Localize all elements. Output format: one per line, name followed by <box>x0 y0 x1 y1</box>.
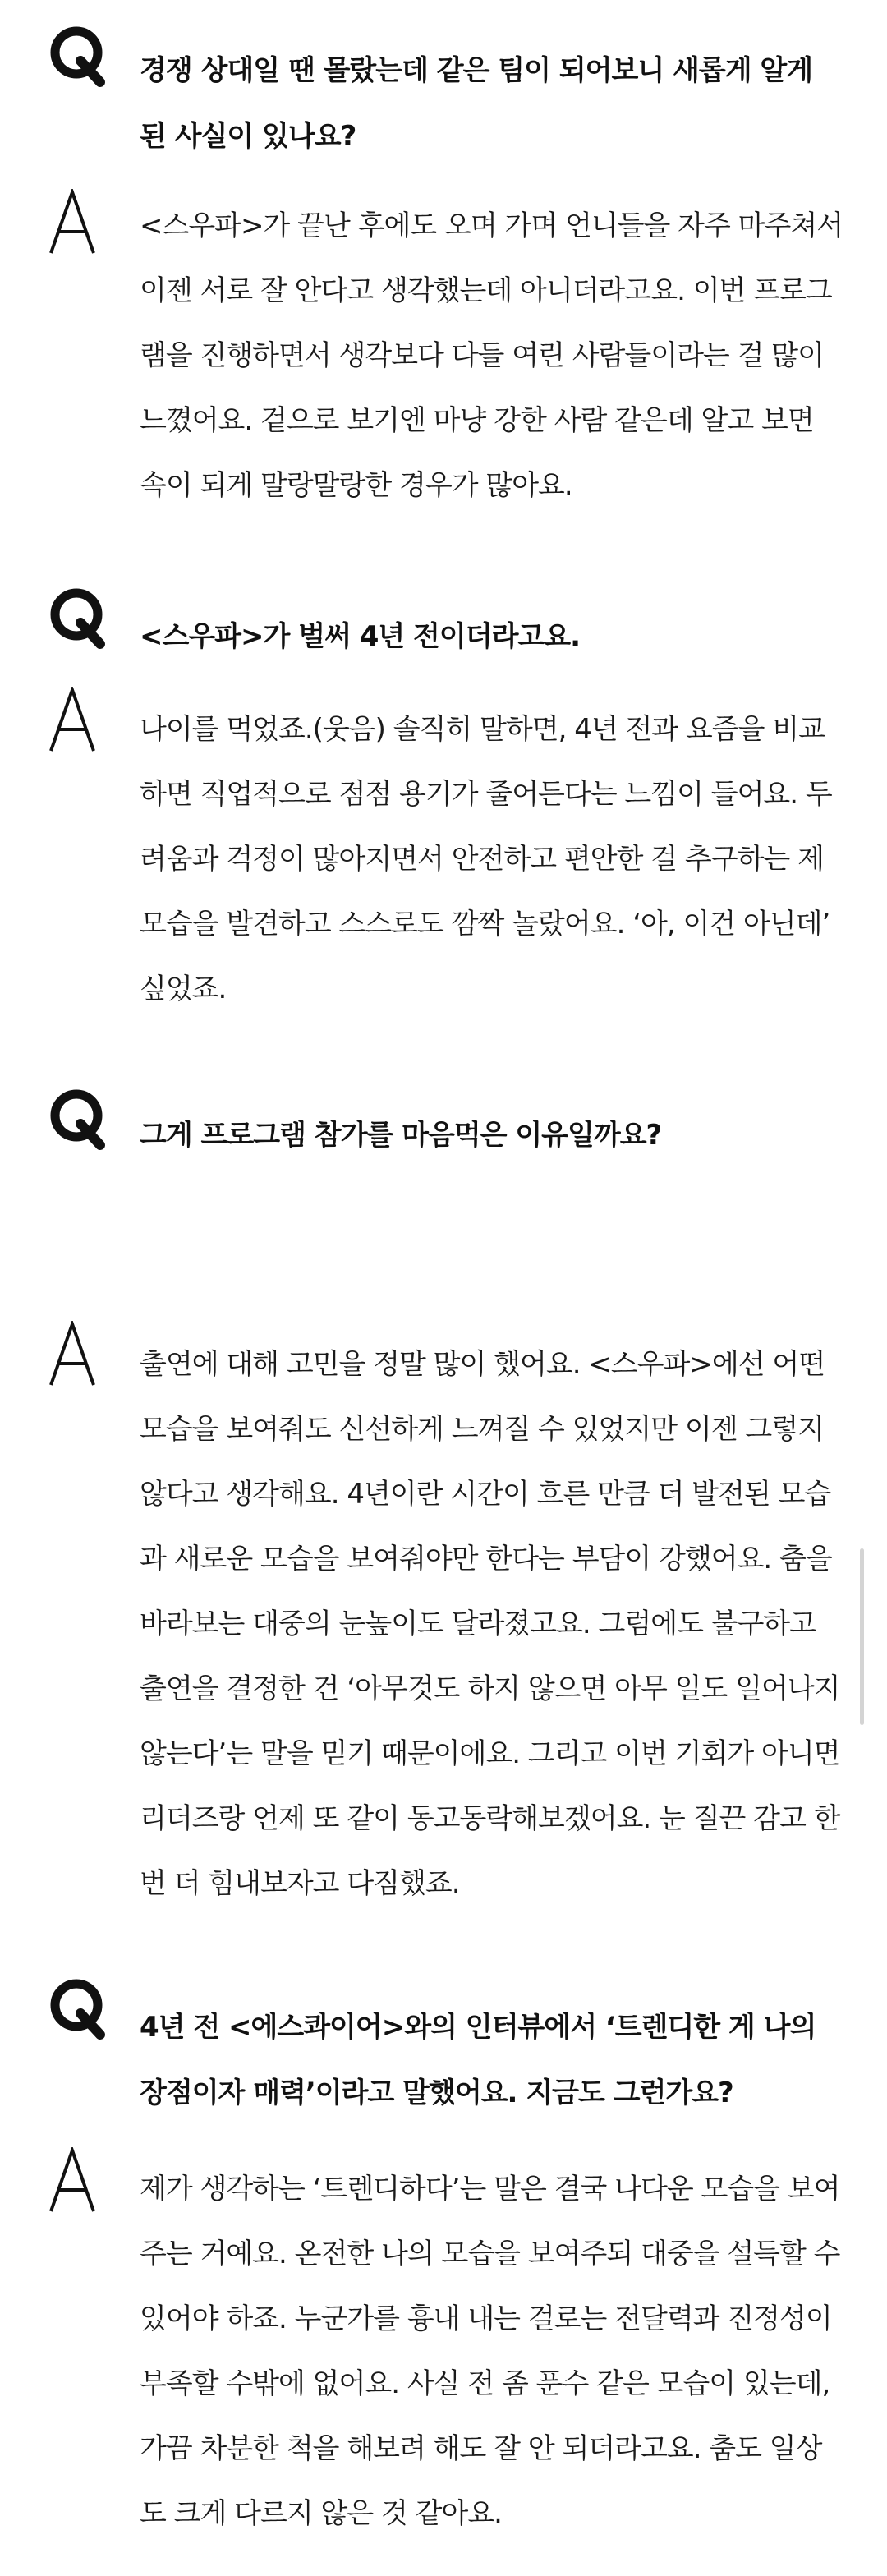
q-letter-icon <box>48 1086 107 1150</box>
q-letter-icon <box>48 23 107 87</box>
question-text: 그게 프로그램 참가를 마음먹은 이유일까요? <box>140 1119 662 1152</box>
a-letter-icon <box>48 687 97 752</box>
a-letter-icon <box>48 2147 97 2213</box>
a-letter-icon <box>48 189 97 255</box>
answer-text: 제가 생각하는 ‘트렌디하다’는 말은 결국 나다운 모습을 보여주는 거예요. 온전한 나의 모습을 보여주되 대중을 설득할 수 있어야 하죠. 누군가를 흉내 내는 걸로는 전달력과 진정성이 부족할 수밖에 없어요. 사실 전 좀 푼수 같은 모습이 있는데, 가끔 차분한 척을 해보려 해도 잘 안 되더라고요. 춤도 일상도 크게 다르지 않은 것 같아요. <box>140 2173 840 2530</box>
question-text: 4년 전 <에스콰이어>와의 인터뷰에서 ‘트렌디한 게 나의 장점이자 매력’이라고 말했어요. 지금도 그런가요? <box>140 2011 816 2109</box>
a-letter-icon <box>48 1321 97 1387</box>
q-letter-icon <box>48 1976 107 2040</box>
answer-text: <스우파>가 끝난 후에도 오며 가며 언니들을 자주 마주쳐서 이젠 서로 잘 안다고 생각했는데 아니더라고요. 이번 프로그램을 진행하면서 생각보다 다들 여린 사람들이라는 걸 많이 느꼈어요. 겉으로 보기엔 마냥 강한 사람 같은데 알고 보면 속이 되게 말랑말랑한 경우가 많아요. <box>140 209 843 502</box>
q-letter-icon <box>48 585 107 649</box>
answer-text: 출연에 대해 고민을 정말 많이 했어요. <스우파>에선 어떤 모습을 보여줘도 신선하게 느껴질 수 있었지만 이젠 그렇지 않다고 생각해요. 4년이란 시간이 흐른 만큼 더 발전된 모습과 새로운 모습을 보여줘야만 한다는 부담이 강했어요. 춤을 바라보는 대중의 눈높이도 달라졌고요. 그럼에도 불구하고 출연을 결정한 건 ‘아무것도 하지 않으면 아무 일도 일어나지 않는다’는 말을 믿기 때문이에요. 그리고 이번 기회가 아니면 리더즈랑 언제 또 같이 동고동락해보겠어요. 눈 질끈 감고 한번 더 힘내보자고 다짐했죠. <box>140 1348 840 1900</box>
question-text: 경쟁 상대일 땐 몰랐는데 같은 팀이 되어보니 새롭게 알게 된 사실이 있나요? <box>140 54 813 153</box>
question-text: <스우파>가 벌써 4년 전이더라고요. <box>140 620 581 653</box>
answer-text: 나이를 먹었죠.(웃음) 솔직히 말하면, 4년 전과 요즘을 비교하면 직업적으로 점점 용기가 줄어든다는 느낌이 들어요. 두려움과 걱정이 많아지면서 안전하고 편안한 걸 추구하는 제 모습을 발견하고 스스로도 깜짝 놀랐어요. ‘아, 이건 아닌데’ 싶었죠. <box>140 713 832 1005</box>
scrollbar-thumb[interactable] <box>860 1548 864 1725</box>
